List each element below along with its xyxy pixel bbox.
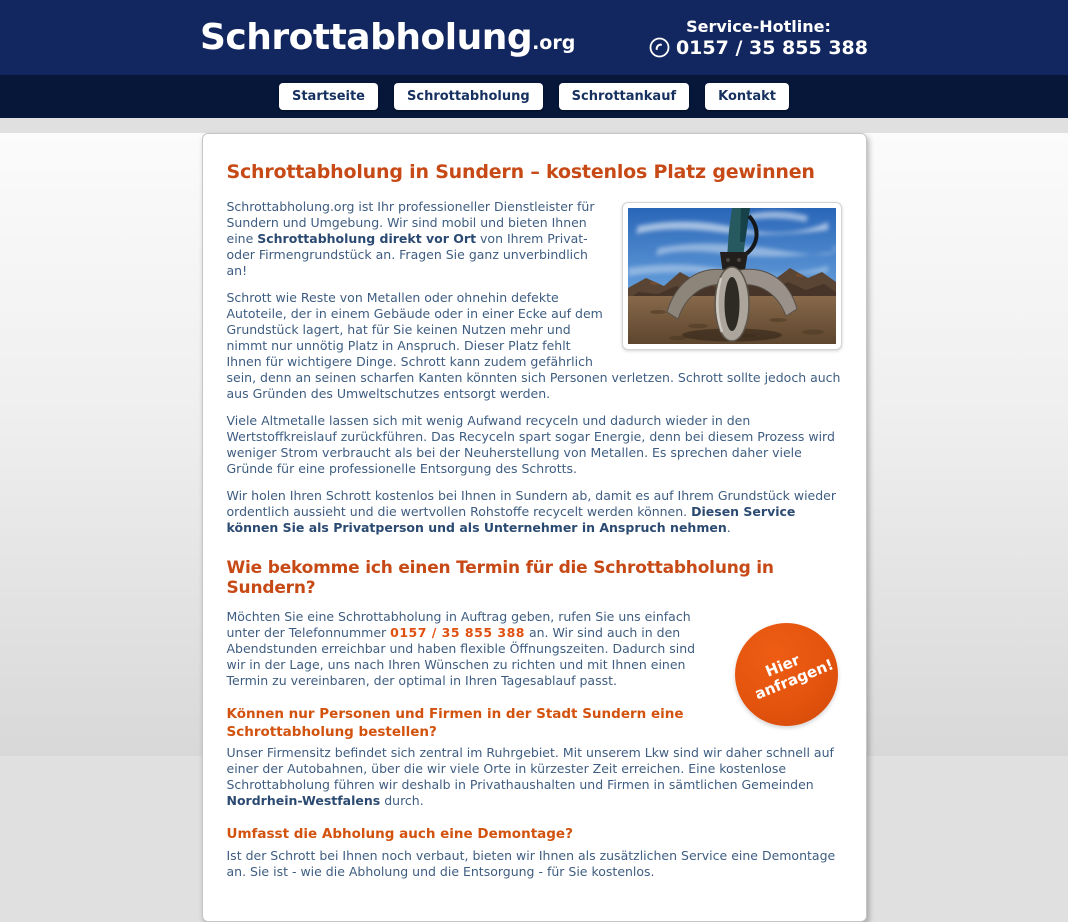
- site-header: [0, 0, 1068, 75]
- termin-paragraph: Möchten Sie eine Schrottabholung in Auftrag geben, rufen Sie uns einfach unter der Telefonnummer 0157 / 35 855 388 an. Wir sind auch in den Abendstunden erreichbar und haben flexible Öffnungszeiten. Dadurch sind wir in der Lage, uns nach Ihren Wünschen zu richten und mit Ihnen einen Termin zu vereinbaren, der optimal in Ihren Tagesablauf passt.: [226, 609, 696, 688]
- main-nav: [0, 75, 1068, 118]
- logo-suffix: .org: [532, 32, 576, 54]
- demontage-paragraph: Ist der Schrott bei Ihnen noch verbaut, bieten wir Ihnen als zusätzlichen Service eine Demontage an. Sie ist - wie die Abholung und die Entsorgung - für Sie kostenlos.: [226, 847, 836, 879]
- content-card: [202, 133, 867, 922]
- hier-anfragen-badge[interactable]: [735, 623, 838, 726]
- termin-section-title: Wie bekomme ich einen Termin für die Schrottabholung in Sundern?: [226, 558, 774, 598]
- page-title: Schrottabholung in Sundern – kostenlos Platz gewinnen: [226, 161, 815, 183]
- hotline-label: Service-Hotline:: [686, 16, 831, 36]
- page-background: [0, 133, 1068, 879]
- header-inner: [200, 17, 868, 59]
- schrott-problem-paragraph: Schrott wie Reste von Metallen oder ohnehin defekte Autoteile, der in einem Gebäude oder in einer Ecke auf dem Grundstück lagert, hat für Sie keinen Nutzen mehr und nimmt nur unnötig Platz in Anspruch. Dieser Platz fehlt Ihnen für wichtigere Dinge. Schrott kann zudem gefährlich sein, denn an seinen scharfen Kanten könnten sich Personen verletzen. Schrott sollte jedoch auch aus Gründen des Umweltschutzes entsorgt werden.: [226, 290, 841, 401]
- service-paragraph: Wir holen Ihren Schrott kostenlos bei Ihnen in Sundern ab, damit es auf Ihrem Grundstück wieder ordentlich aussieht und die wertvollen Rohstoffe recycelt werden können. Diesen Service können Sie als Privatperson und als Unternehmer in Anspruch nehmen.: [226, 488, 837, 535]
- recycling-paragraph: Viele Altmetalle lassen sich mit wenig Aufwand recyceln und dadurch wieder in den Wertstoffkreislauf zurückführen. Das Recyceln spart sogar Energie, denn bei diesem Prozess wird weniger Strom verbraucht als bei der Neuherstellung von Metallen. Es sprechen daher viele Gründe für eine professionelle Entsorgung des Schrotts.: [226, 413, 835, 476]
- badge-label: Hier anfragen!: [752, 650, 837, 704]
- site-logo[interactable]: [200, 17, 575, 58]
- nav-item-kontakt[interactable]: Kontakt: [705, 83, 789, 110]
- intro-paragraph: Schrottabholung.org ist Ihr professioneller Dienstleister für Sundern und Umgebung. Wir sind mobil und bieten Ihnen eine Schrottabholung direkt vor Ort von Ihrem Privat- oder Firmengrundstück an. Fragen Sie ganz unverbindlich an!: [226, 199, 595, 278]
- nav-item-schrottabholung[interactable]: Schrottabholung: [394, 83, 543, 110]
- phone-icon: [649, 37, 670, 58]
- service-hotline: [649, 17, 868, 59]
- scrap-grapple-photo: [622, 202, 842, 350]
- nav-item-startseite[interactable]: Startseite: [279, 83, 378, 110]
- demontage-question-title: Umfasst die Abholung auch eine Demontage?: [226, 826, 573, 843]
- nav-item-schrottankauf[interactable]: Schrottankauf: [559, 83, 689, 110]
- hotline-number[interactable]: 0157 / 35 855 388: [675, 36, 868, 59]
- regional-question-title: Können nur Personen und Firmen in der Stadt Sundern eine Schrottabholung bestellen?: [226, 706, 684, 741]
- logo-text: Schrottabholung: [200, 17, 533, 58]
- regional-paragraph: Unser Firmensitz befindet sich zentral im Ruhrgebiet. Mit unserem Lkw sind wir daher schnell auf einer der Autobahnen, über die wir viele Orte in kürzester Zeit erreichen. Eine kostenlose Schrottabholung führen wir deshalb in Privathaushalten und Firmen in sämtlichen Gemeinden Nordrhein-Westfalens durch.: [226, 745, 834, 809]
